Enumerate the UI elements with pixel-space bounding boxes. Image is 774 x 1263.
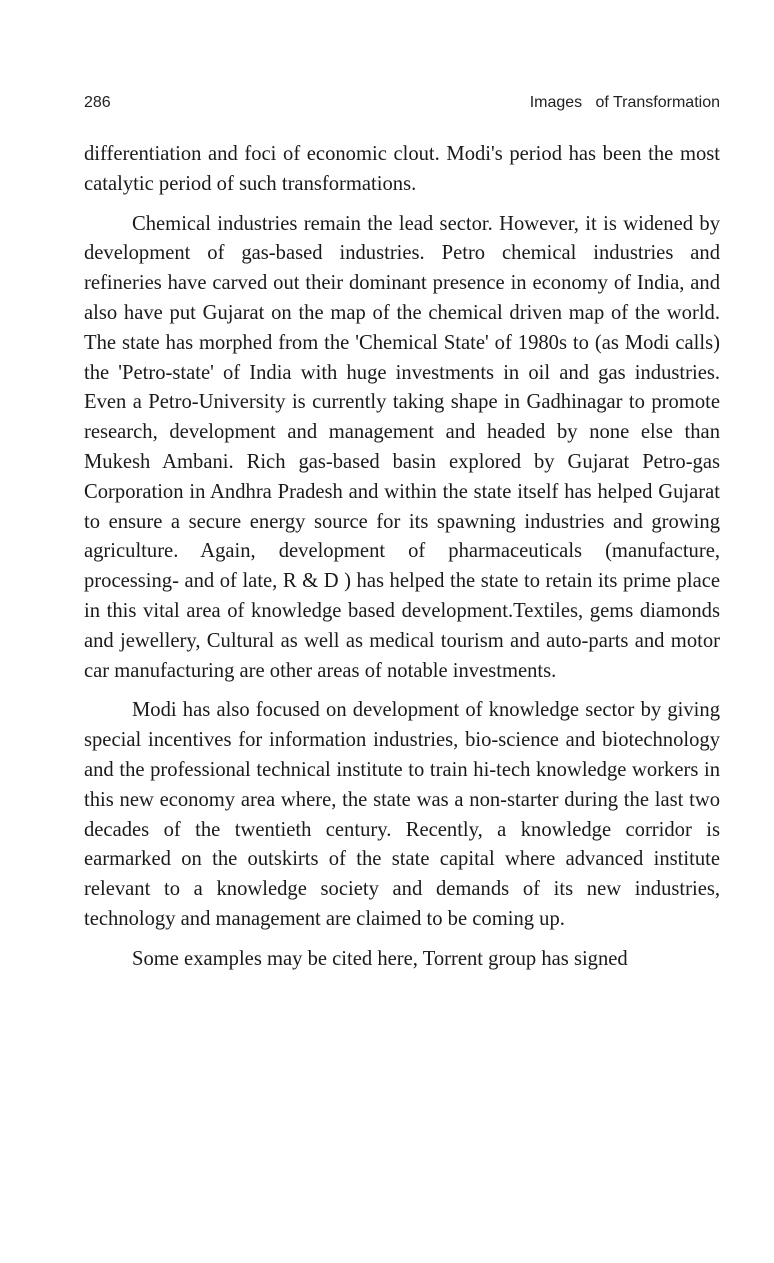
running-title: Images of Transformation — [529, 94, 720, 111]
book-page — [84, 88, 720, 985]
paragraph-knowledge-sector: Modi has also focused on development of knowledge sector by giving special incentives for information industries, bio-science and biotechnology and the professional technical institute to train hi-tech knowledge workers in this new economy area where, the state was a non-starter during the last two decades of the twentieth century. Recently, a knowledge corridor is earmarked on the outskirts of the state capital where advanced institute relevant to a knowledge society and demands of its new industries, technology and management are claimed to be coming up. — [84, 699, 720, 930]
paragraph-continued: differentiation and foci of economic clout. Modi's period has been the most catalytic period of such transformations. — [84, 143, 720, 195]
page-number: 286 — [84, 94, 111, 111]
running-head — [84, 88, 720, 118]
paragraph-chemical-industries: Chemical industries remain the lead sector. However, it is widened by development of gas-based industries. Petro chemical industries and refineries have carved out their dominant presence in economy of India, and also have put Gujarat on the map of the chemical driven map of the world. The state has morphed from the 'Chemical State' of 1980s to (as Modi calls) the 'Petro-state' of India with huge investments in oil and gas industries. Even a Petro-University is currently taking shape in Gadhinagar to promote research, development and management and headed by none else than Mukesh Ambani. Rich gas-based basin explored by Gujarat Petro-gas Corporation in Andhra Pradesh and within the state itself has helped Gujarat to ensure a secure energy source for its spawning industries and growing agriculture. Again, development of pharmaceuticals (manufacture, processing- and of late, R & D ) has helped the state to retain its prime place in this vital area of knowledge based development.Textiles, gems diamonds and jewellery, Cultural as well as medical tourism and auto-parts and motor car manufacturing are other areas of notable investments. — [84, 212, 720, 682]
body-text — [84, 140, 720, 975]
paragraph-examples: Some examples may be cited here, Torrent group has signed — [132, 947, 628, 970]
